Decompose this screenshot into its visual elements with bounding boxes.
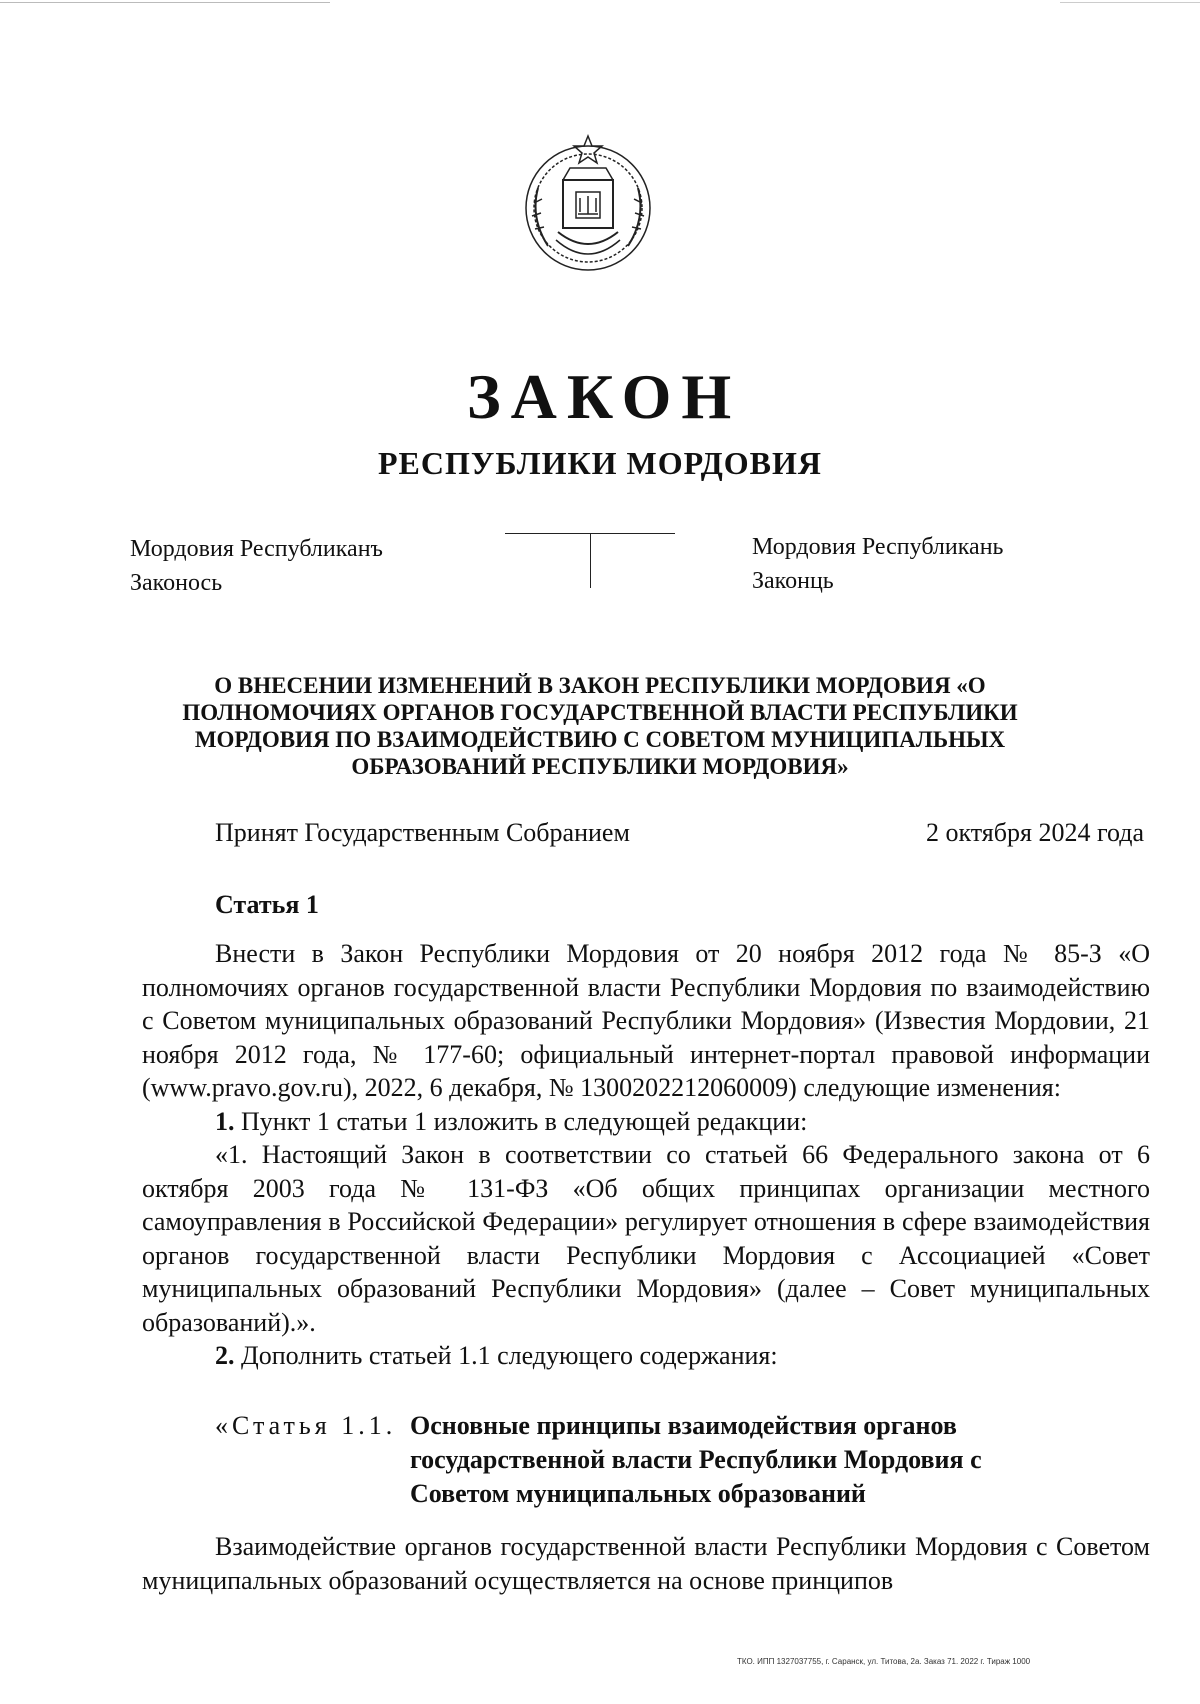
document-title: ЗАКОН xyxy=(466,361,742,432)
adoption-date: 2 октября 2024 года xyxy=(926,818,1144,847)
article-heading: Статья 1 xyxy=(215,890,319,919)
item-text: Дополнить статьей 1.1 следующего содержания: xyxy=(234,1341,778,1370)
law-title: О ВНЕСЕНИИ ИЗМЕНЕНИЙ В ЗАКОН РЕСПУБЛИКИ МОРДОВИЯ «О ПОЛНОМОЧИЯХ ОРГАНОВ ГОСУДАРСТВЕННОЙ ВЛАСТИ РЕСПУБЛИКИ МОРДОВИЯ ПО ВЗАИМОДЕЙСТВИЮ С СОВЕТОМ МУНИЦИПАЛЬНЫХ ОБРАЗОВАНИЙ РЕСПУБЛИКИ МОРДОВИЯ» xyxy=(182,673,1018,779)
scan-edge-line xyxy=(0,2,330,3)
article-1-1-label: «Статья 1.1. xyxy=(215,1411,397,1440)
article-paragraph: Внести в Закон Республики Мордовия от 20 ноября 2012 года № 85-З «О полномочиях органов государственной власти Республики Мордовия по взаимодействию с Советом муниципальных образований Республики Мордовия» (Известия Мордовии, 21 ноября 2012 года, № 177-60; официальный интернет-портал правовой информации (www.pravo.gov.ru), 2022, 6 декабря, № 1300202212060009) следующие изменения: xyxy=(142,939,1150,1102)
document-subtitle: РЕСПУБЛИКИ МОРДОВИЯ xyxy=(377,445,823,481)
article-body xyxy=(142,937,1150,1373)
item-number: 2. xyxy=(215,1341,235,1370)
adopted-by: Принят Государственным Собранием xyxy=(215,818,630,847)
coat-of-arms-emblem-icon xyxy=(508,128,668,278)
item-text: Пункт 1 статьи 1 изложить в следующей редакции: xyxy=(234,1106,808,1136)
moksha-title-line: Мордовия Республиканъ xyxy=(130,536,383,562)
article-1-1-title: Основные принципы взаимодействия органов государственной власти Республики Мордовия с Советом муниципальных образований xyxy=(410,1411,982,1508)
erzya-title-line: Мордовия Республикань xyxy=(752,534,1004,560)
article-paragraph: Взаимодействие органов государственной власти Республики Мордовия с Советом муниципальных образований осуществляется на основе принципов xyxy=(142,1532,1150,1595)
moksha-title-block xyxy=(130,532,383,600)
scan-edge-line xyxy=(1060,2,1200,3)
erzya-title-block xyxy=(752,530,1003,598)
article-item xyxy=(142,1105,1150,1139)
article-item xyxy=(142,1339,1150,1373)
article-quote: «1. Настоящий Закон в соответствии со статьей 66 Федерального закона от 6 октября 2003 года № 131-ФЗ «Об общих принципах организации местного самоуправления в Российской Федерации» регулирует отношения в сфере взаимодействия органов государственной власти Республики Мордовия с Ассоциацией «Совет муниципальных образований Республики Мордовия» (далее – Совет муниципальных образований).». xyxy=(142,1140,1150,1337)
article-1-1-body xyxy=(142,1530,1150,1598)
print-info: ТКО. ИПП 1327037755, г. Саранск, ул. Титова, 2а. Заказ 71. 2022 г. Тираж 1000 xyxy=(737,1657,1031,1666)
title-divider xyxy=(590,534,591,588)
erzya-title-line: Законць xyxy=(752,568,834,594)
moksha-title-line: Законось xyxy=(130,570,223,596)
item-number: 1. xyxy=(215,1106,235,1136)
